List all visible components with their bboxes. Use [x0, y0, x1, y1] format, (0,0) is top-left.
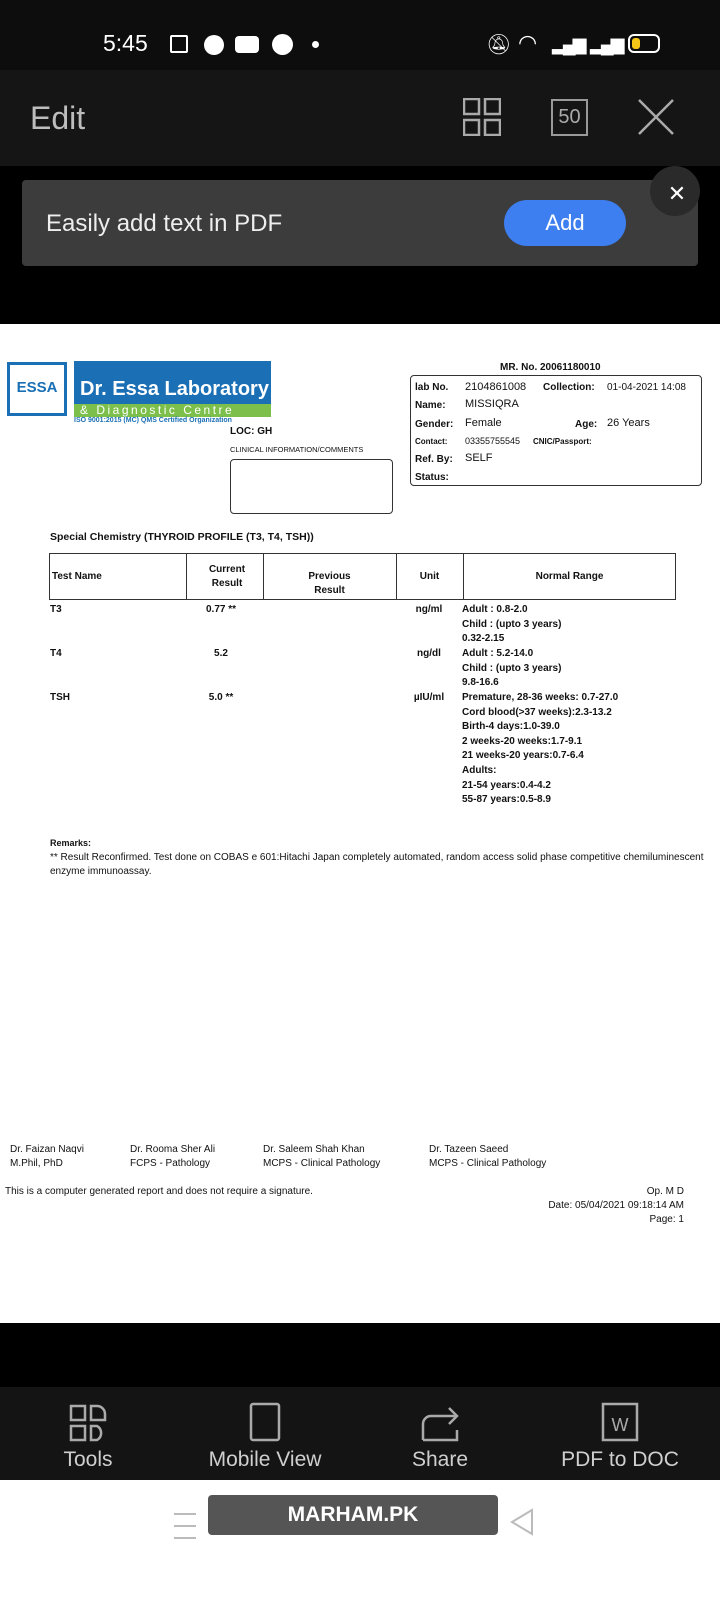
col-test-name: Test Name	[52, 571, 102, 582]
remarks-label: Remarks:	[50, 838, 92, 848]
doctor-title: FCPS - Pathology	[130, 1158, 211, 1169]
clinical-info-label: CLINICAL INFORMATION/COMMENTS	[230, 445, 364, 454]
bell-muted-icon: 🔕︎	[486, 34, 512, 56]
gender-label: Gender:	[415, 419, 454, 430]
ref-by: SELF	[465, 452, 493, 464]
gender: Female	[465, 417, 502, 429]
more-notifications-dot	[312, 41, 319, 48]
pdf-to-doc-label: PDF to DOC	[561, 1448, 679, 1471]
normal-range-line: 21 weeks-20 years:0.7-6.4	[462, 750, 584, 762]
cnic-label: CNIC/Passport:	[533, 437, 592, 446]
signal-2-icon: ▂▄▆	[590, 34, 622, 54]
col-previous: Previous	[308, 571, 351, 582]
normal-range-line: Cord blood(>37 weeks):2.3-13.2	[462, 706, 612, 718]
clock: 5:45	[103, 30, 148, 56]
top-app-bar	[0, 70, 720, 166]
mobile-view-label: Mobile View	[208, 1448, 322, 1471]
lab-name: Dr. Essa Laboratory	[74, 361, 271, 404]
col-current-2: Result	[211, 578, 243, 589]
page-number: Page: 1	[649, 1214, 684, 1225]
collection-date: 01-04-2021 14:08	[607, 382, 686, 393]
normal-range-line: Child : (upto 3 years)	[462, 618, 562, 630]
current-result: 5.2	[214, 648, 228, 659]
name-label: Name:	[415, 400, 446, 411]
pdf-page	[0, 324, 720, 1323]
unit: ng/ml	[415, 604, 443, 615]
test-name: T3	[50, 604, 62, 615]
doctor-title: MCPS - Clinical Pathology	[263, 1158, 381, 1169]
watermark: MARHAM.PK	[208, 1495, 498, 1535]
share-button[interactable]	[390, 1387, 490, 1480]
lab-no: 2104861008	[465, 381, 527, 393]
unit: ng/dl	[417, 648, 441, 659]
clinical-info-box	[230, 459, 393, 514]
status-bar	[0, 0, 720, 70]
share-icon	[390, 1387, 490, 1442]
col-unit: Unit	[419, 571, 440, 582]
page-number-button[interactable]: 50	[551, 99, 588, 136]
youtube-icon	[235, 36, 259, 53]
doctor-name: Dr. Faizan Naqvi	[10, 1144, 84, 1155]
share-label: Share	[411, 1448, 469, 1471]
doctor-title: M.Phil, PhD	[10, 1158, 63, 1169]
col-current: Current	[208, 564, 246, 575]
normal-range-line: 2 weeks-20 weeks:1.7-9.1	[462, 735, 583, 747]
patient-name: MISSIQRA	[465, 398, 519, 410]
mr-number: MR. No. 20061180010	[500, 362, 601, 373]
operator: Op. M D	[646, 1186, 684, 1197]
page-title: Edit	[30, 100, 86, 136]
test-name: TSH	[50, 692, 70, 703]
current-result: 0.77 **	[205, 604, 237, 615]
test-name: T4	[50, 648, 62, 659]
marham-app-icon	[272, 34, 293, 55]
age: 26 Years	[607, 417, 650, 429]
banner-text: Easily add text in PDF	[46, 210, 283, 237]
normal-range-line: Birth-4 days:1.0-39.0	[462, 721, 560, 733]
doctor-name: Dr. Rooma Sher Ali	[130, 1144, 216, 1155]
wifi-icon: ◠	[518, 30, 538, 55]
doctor-title: MCPS - Clinical Pathology	[429, 1158, 547, 1169]
results-table-header	[49, 553, 676, 600]
tools-label: Tools	[63, 1448, 113, 1471]
normal-range-line: 0.32-2.15	[462, 633, 505, 645]
contact-label: Contact:	[415, 437, 448, 446]
iso-certification: ISO 9001:2015 (MC) QMS Certified Organization	[74, 417, 232, 424]
doctor-name: Dr. Saleem Shah Khan	[263, 1144, 365, 1155]
ref-by-label: Ref. By:	[415, 454, 453, 465]
mobile-view-button[interactable]	[195, 1387, 335, 1480]
system-nav-bar	[0, 1480, 720, 1600]
collection-label: Collection:	[543, 382, 595, 393]
pdf-to-doc-button[interactable]	[555, 1387, 685, 1480]
age-label: Age:	[575, 419, 598, 430]
contact: 03355755545	[465, 436, 521, 446]
tools-button[interactable]	[28, 1387, 148, 1480]
col-normal-range: Normal Range	[535, 571, 604, 582]
normal-range-line: Adult : 5.2-14.0	[462, 648, 534, 659]
battery-icon	[628, 34, 660, 53]
location: LOC: GH	[230, 426, 273, 437]
status-label: Status:	[415, 472, 449, 483]
mobile-view-icon	[195, 1387, 335, 1442]
normal-range-line: 55-87 years:0.5-8.9	[462, 794, 551, 806]
lab-no-label: lab No.	[415, 382, 449, 393]
news-notification-icon	[170, 35, 188, 53]
add-button[interactable]: Add	[504, 200, 626, 246]
word-doc-icon	[555, 1387, 685, 1442]
dismiss-banner-icon[interactable]: ✕	[650, 166, 700, 216]
essa-logo-mark: ESSA	[7, 362, 67, 416]
add-text-promo-banner	[22, 180, 698, 266]
patient-info-box	[410, 375, 702, 486]
svg-text:W: W	[611, 1415, 629, 1435]
col-previous-2: Result	[314, 585, 345, 596]
remarks-text: ** Result Reconfirmed. Test done on COBAS e 601:Hitachi Japan completely automated, random access solid phase competitive chemiluminescent enzyme immunoassay.	[50, 852, 704, 877]
messenger-icon	[204, 35, 224, 55]
back-icon[interactable]	[510, 1508, 534, 1541]
normal-range-line: Adults:	[462, 765, 497, 776]
doctor-name: Dr. Tazeen Saeed	[429, 1144, 509, 1155]
unit: µIU/ml	[413, 692, 445, 703]
close-icon[interactable]	[637, 98, 675, 141]
grid-view-icon[interactable]	[463, 98, 501, 136]
normal-range-line: 21-54 years:0.4-4.2	[462, 779, 551, 791]
lab-subtitle: & Diagnostic Centre	[74, 404, 271, 417]
current-result: 5.0 **	[208, 692, 234, 703]
normal-range-line: Child : (upto 3 years)	[462, 662, 562, 674]
signal-icon: ▂▄▆	[552, 34, 584, 54]
tools-icon	[28, 1387, 148, 1442]
bottom-toolbar	[0, 1387, 720, 1480]
normal-range-line: 9.8-16.6	[462, 677, 499, 689]
report-date: Date: 05/04/2021 09:18:14 AM	[548, 1200, 684, 1211]
recents-icon[interactable]	[174, 1513, 196, 1539]
disclaimer: This is a computer generated report and does not require a signature.	[5, 1186, 313, 1197]
normal-range-line: Premature, 28-36 weeks: 0.7-27.0	[462, 692, 619, 703]
section-title: Special Chemistry (THYROID PROFILE (T3, T4, TSH))	[50, 531, 314, 543]
normal-range-line: Adult : 0.8-2.0	[462, 604, 528, 615]
